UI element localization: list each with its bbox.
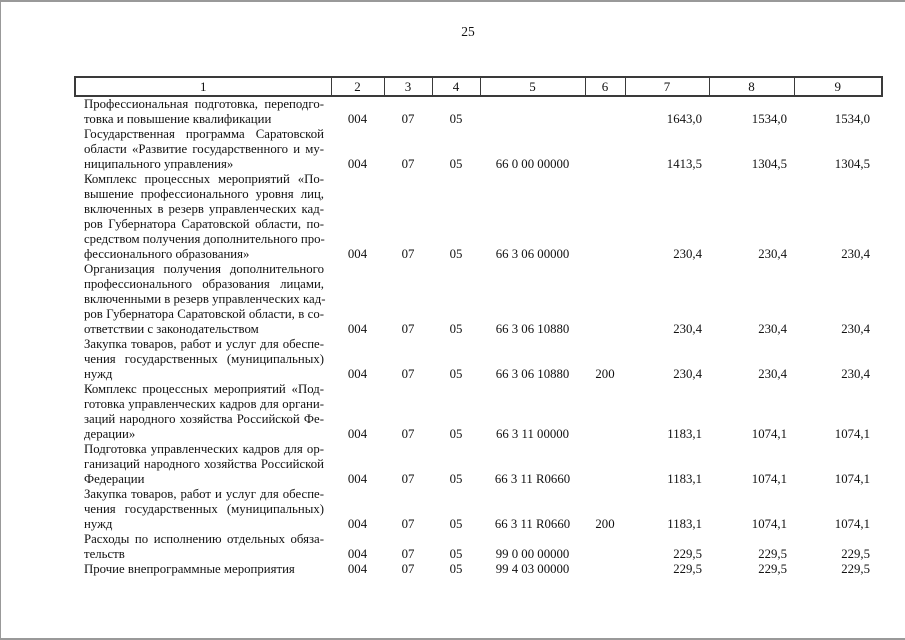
row-value-col2: 004 bbox=[347, 112, 368, 126]
row-value-col7: 230,4 bbox=[673, 367, 702, 381]
description-line: средством получения дополнительного про- bbox=[84, 232, 325, 246]
row-value-col9: 230,4 bbox=[841, 367, 870, 381]
page-number: 25 bbox=[461, 24, 475, 39]
row-value-col5: 66 3 06 10880 bbox=[495, 322, 570, 336]
description-line: ответствии с законодательством bbox=[84, 322, 259, 336]
table-row bbox=[75, 127, 882, 172]
column-header-9: 9 bbox=[794, 77, 882, 96]
description-line: Комплекс процессных мероприятий «По- bbox=[84, 172, 324, 186]
column-header-5: 5 bbox=[480, 77, 585, 96]
table-row bbox=[75, 442, 882, 487]
row-value-col5: 66 0 00 00000 bbox=[495, 157, 570, 171]
row-value-col6 bbox=[585, 562, 625, 577]
row-value-col8: 1074,1 bbox=[751, 472, 787, 486]
column-header-7: 7 bbox=[625, 77, 709, 96]
description-line: Закупка товаров, работ и услуг для обеспе- bbox=[84, 337, 324, 351]
row-value-col3: 07 bbox=[401, 247, 415, 261]
row-value-col5 bbox=[480, 96, 585, 127]
row-description bbox=[75, 262, 331, 337]
row-description bbox=[75, 172, 331, 262]
row-value-col5: 66 3 11 R0660 bbox=[494, 517, 571, 531]
row-value-col9: 1304,5 bbox=[834, 157, 870, 171]
table-row bbox=[75, 172, 882, 262]
row-value-col7: 1183,1 bbox=[667, 427, 702, 441]
description-line: заций народного хозяйства Российской Фе- bbox=[84, 412, 324, 426]
table-row bbox=[75, 487, 882, 532]
row-value-col5: 66 3 06 00000 bbox=[495, 247, 570, 261]
row-value-col8: 1074,1 bbox=[751, 517, 787, 531]
row-value-col2: 004 bbox=[347, 367, 368, 381]
description-line: Федерации bbox=[84, 472, 145, 486]
row-value-col7: 1413,5 bbox=[666, 157, 702, 171]
row-value-col8: 230,4 bbox=[758, 367, 787, 381]
row-value-col9: 1074,1 bbox=[834, 427, 870, 441]
row-value-col4: 05 bbox=[449, 247, 463, 261]
description-line: нужд bbox=[84, 517, 113, 531]
row-value-col7: 1183,1 bbox=[667, 472, 702, 486]
row-value-col9: 229,5 bbox=[841, 547, 870, 561]
row-value-col6: 200 bbox=[595, 517, 615, 531]
row-value-col8: 230,4 bbox=[758, 322, 787, 336]
row-value-col7: 230,4 bbox=[673, 247, 702, 261]
row-value-col3: 07 bbox=[401, 112, 415, 126]
table-row bbox=[75, 382, 882, 442]
column-header-1: 1 bbox=[75, 77, 331, 96]
row-value-col6 bbox=[585, 442, 625, 487]
table-body bbox=[75, 96, 882, 577]
description-line: чения государственных (муниципальных) bbox=[84, 352, 324, 366]
row-description bbox=[75, 442, 331, 487]
row-value-col7: 229,5 bbox=[673, 547, 702, 561]
row-value-col6: 200 bbox=[595, 367, 615, 381]
table-header-row bbox=[75, 77, 882, 96]
row-value-col9: 229,5 bbox=[841, 562, 870, 576]
row-value-col3: 07 bbox=[401, 472, 415, 486]
row-value-col8: 229,5 bbox=[758, 562, 787, 576]
description-line: вышение профессионального уровня лиц, bbox=[84, 187, 324, 201]
description-line: ниципального управления» bbox=[84, 157, 234, 171]
column-header-2: 2 bbox=[331, 77, 384, 96]
description-line: готовка управленческих кадров для органи- bbox=[84, 397, 324, 411]
description-line: Организация получения дополнительного bbox=[84, 262, 324, 276]
row-value-col9: 1074,1 bbox=[834, 517, 870, 531]
table-row bbox=[75, 262, 882, 337]
row-description bbox=[75, 337, 331, 382]
row-value-col2: 004 bbox=[347, 427, 368, 441]
column-header-6: 6 bbox=[585, 77, 625, 96]
row-value-col7: 1183,1 bbox=[667, 517, 702, 531]
description-line: профессионального образования лицами, bbox=[84, 277, 324, 291]
row-value-col2: 004 bbox=[347, 562, 368, 576]
row-value-col7: 230,4 bbox=[673, 322, 702, 336]
row-value-col6 bbox=[585, 96, 625, 127]
row-value-col4: 05 bbox=[449, 322, 463, 336]
description-line: включенными в резерв управленческих кад- bbox=[84, 292, 326, 306]
row-value-col8: 230,4 bbox=[758, 247, 787, 261]
row-value-col9: 230,4 bbox=[841, 322, 870, 336]
description-line: Профессиональная подготовка, переподго- bbox=[84, 97, 324, 111]
row-value-col3: 07 bbox=[401, 562, 415, 576]
description-line: ров Губернатора Саратовской области, по- bbox=[84, 217, 324, 231]
row-description bbox=[75, 127, 331, 172]
row-value-col4: 05 bbox=[449, 427, 463, 441]
table-row bbox=[75, 337, 882, 382]
description-line: Расходы по исполнению отдельных обяза- bbox=[84, 532, 324, 546]
row-value-col8: 1074,1 bbox=[751, 427, 787, 441]
description-line: товка и повышение квалификации bbox=[84, 112, 272, 126]
column-header-3: 3 bbox=[384, 77, 432, 96]
column-header-8: 8 bbox=[709, 77, 794, 96]
row-value-col5: 66 3 06 10880 bbox=[495, 367, 570, 381]
row-value-col3: 07 bbox=[401, 367, 415, 381]
row-value-col5: 66 3 11 00000 bbox=[495, 427, 570, 441]
description-line: тельств bbox=[84, 547, 125, 561]
row-value-col4: 05 bbox=[449, 112, 463, 126]
row-value-col4: 05 bbox=[449, 367, 463, 381]
description-line: Прочие внепрограммные мероприятия bbox=[84, 562, 295, 576]
row-value-col5: 99 4 03 00000 bbox=[495, 562, 570, 576]
row-value-col3: 07 bbox=[401, 157, 415, 171]
table-row bbox=[75, 532, 882, 562]
row-value-col2: 004 bbox=[347, 157, 368, 171]
row-value-col2: 004 bbox=[347, 247, 368, 261]
row-value-col8: 1304,5 bbox=[751, 157, 787, 171]
description-line: ганизаций народного хозяйства Российской bbox=[84, 457, 324, 471]
row-value-col2: 004 bbox=[347, 472, 368, 486]
description-line: Государственная программа Саратовской bbox=[84, 127, 324, 141]
row-value-col4: 05 bbox=[449, 547, 463, 561]
row-value-col4: 05 bbox=[449, 157, 463, 171]
description-line: фессионального образования» bbox=[84, 247, 250, 261]
row-value-col6 bbox=[585, 172, 625, 262]
row-value-col2: 004 bbox=[347, 322, 368, 336]
row-value-col9: 230,4 bbox=[841, 247, 870, 261]
description-line: Подготовка управленческих кадров для ор- bbox=[84, 442, 324, 456]
row-value-col7: 1643,0 bbox=[666, 112, 702, 126]
row-value-col8: 1534,0 bbox=[751, 112, 787, 126]
row-value-col2: 004 bbox=[347, 517, 368, 531]
row-value-col6 bbox=[585, 127, 625, 172]
description-line: дерации» bbox=[84, 427, 136, 441]
row-description bbox=[75, 562, 331, 577]
row-description bbox=[75, 532, 331, 562]
row-description bbox=[75, 96, 331, 127]
row-value-col9: 1534,0 bbox=[834, 112, 870, 126]
row-value-col3: 07 bbox=[401, 547, 415, 561]
row-value-col6 bbox=[585, 532, 625, 562]
description-line: Комплекс процессных мероприятий «Под- bbox=[84, 382, 324, 396]
column-header-4: 4 bbox=[432, 77, 480, 96]
description-line: чения государственных (муниципальных) bbox=[84, 502, 324, 516]
row-value-col7: 229,5 bbox=[673, 562, 702, 576]
table-row bbox=[75, 562, 882, 577]
row-value-col6 bbox=[585, 382, 625, 442]
row-value-col3: 07 bbox=[401, 427, 415, 441]
row-value-col4: 05 bbox=[449, 517, 463, 531]
row-value-col5: 66 3 11 R0660 bbox=[494, 472, 571, 486]
table-row bbox=[75, 96, 882, 127]
row-description bbox=[75, 382, 331, 442]
row-description bbox=[75, 487, 331, 532]
row-value-col3: 07 bbox=[401, 322, 415, 336]
budget-table bbox=[74, 76, 883, 577]
row-value-col5: 99 0 00 00000 bbox=[495, 547, 570, 561]
description-line: включенных в резерв управленческих кад- bbox=[84, 202, 324, 216]
description-line: ров Губернатора Саратовской области, в со- bbox=[84, 307, 324, 321]
description-line: области «Развитие государственного и му- bbox=[84, 142, 324, 156]
description-line: Закупка товаров, работ и услуг для обеспе- bbox=[84, 487, 324, 501]
row-value-col8: 229,5 bbox=[758, 547, 787, 561]
row-value-col9: 1074,1 bbox=[834, 472, 870, 486]
description-line: нужд bbox=[84, 367, 113, 381]
row-value-col4: 05 bbox=[449, 562, 463, 576]
row-value-col6 bbox=[585, 262, 625, 337]
row-value-col3: 07 bbox=[401, 517, 415, 531]
row-value-col2: 004 bbox=[347, 547, 368, 561]
row-value-col4: 05 bbox=[449, 472, 463, 486]
